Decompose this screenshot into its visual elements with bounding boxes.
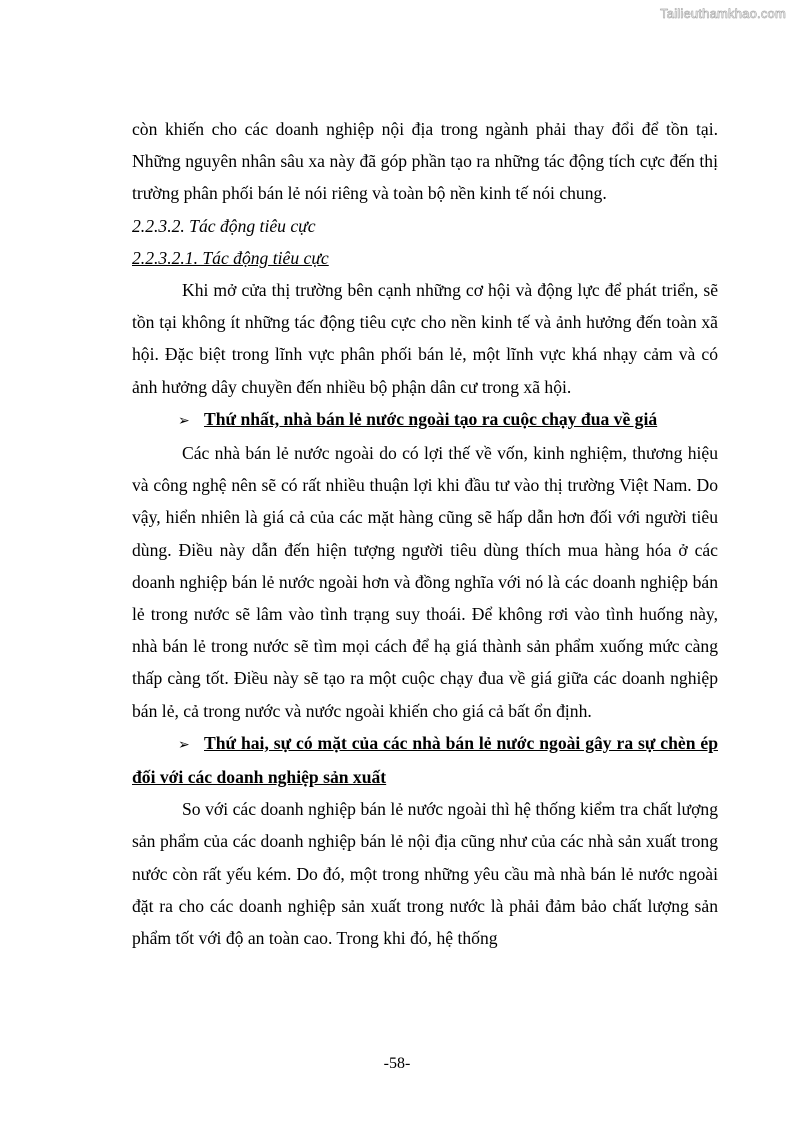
paragraph-producers: So với các doanh nghiệp bán lẻ nước ngoài thì hệ thống kiểm tra chất lượng sản phẩm của các doanh nghiệp bán lẻ nội địa cũng như của các nhà sản xuất trong nước còn rất yếu kém. Do đó, một trong những yêu cầu mà nhà bán lẻ nước ngoài đặt ra cho các doanh nghiệp sản xuất trong nước là phải đảm bảo chất lượng sản phẩm tốt với độ an toàn cao. Trong khi đó, hệ thống <box>132 799 718 949</box>
bullet-heading-1-text: Thứ nhất, nhà bán lẻ nước ngoài tạo ra cuộc chạy đua về giá <box>204 408 658 429</box>
paragraph-price-race: Các nhà bán lẻ nước ngoài do có lợi thế về vốn, kinh nghiệm, thương hiệu và công nghệ nên sẽ có rất nhiều thuận lợi khi đầu tư vào thị trường Việt Nam. Do vậy, hiển nhiên là giá cả của các mặt hàng cũng sẽ hấp dẫn hơn đối với người tiêu dùng. Điều này dẫn đến hiện tượng người tiêu dùng thích mua hàng hóa ở các doanh nghiệp bán lẻ nước ngoài hơn và đồng nghĩa với nó là các doanh nghiệp bán lẻ trong nước sẽ lâm vào tình trạng suy thoái. Để không rơi vào tình huống này, nhà bán lẻ trong nước sẽ tìm mọi cách để hạ giá thành sản phẩm xuống mức càng thấp càng tốt. Điều này sẽ tạo ra một cuộc chạy đua về giá giữa các doanh nghiệp bán lẻ, cả trong nước và nước ngoài khiến cho giá cả bất ổn định. <box>132 443 718 721</box>
subsection-heading: 2.2.3.2.1. Tác động tiêu cực <box>132 247 329 268</box>
bullet-heading-1 <box>132 403 718 437</box>
watermark: Tailieuthamkhao.com <box>660 6 786 21</box>
document-body <box>132 113 718 954</box>
bullet-heading-2 <box>132 727 718 793</box>
bullet-heading-2-text: Thứ hai, sự có mặt của các nhà bán lẻ nước ngoài gây ra sự chèn ép đối với các doanh nghiệp sản xuất <box>132 732 718 788</box>
arrow-bullet-icon: ➢ <box>178 736 190 753</box>
paragraph-intro: Khi mở cửa thị trường bên cạnh những cơ hội và động lực để phát triển, sẽ tồn tại không ít những tác động tiêu cực cho nền kinh tế và ảnh hưởng đến toàn xã hội. Đặc biệt trong lĩnh vực phân phối bán lẻ, một lĩnh vực khá nhạy cảm và có ảnh hưởng dây chuyền đến nhiều bộ phận dân cư trong xã hội. <box>132 280 718 397</box>
paragraph-continuation: còn khiến cho các doanh nghiệp nội địa trong ngành phải thay đổi để tồn tại. Những nguyên nhân sâu xa này đã góp phần tạo ra những tác động tích cực đến thị trường phân phối bán lẻ nói riêng và toàn bộ nền kinh tế nói chung. <box>132 119 718 204</box>
arrow-bullet-icon: ➢ <box>178 412 190 429</box>
page-number: -58- <box>383 1055 411 1072</box>
section-heading: 2.2.3.2. Tác động tiêu cực <box>132 215 316 236</box>
